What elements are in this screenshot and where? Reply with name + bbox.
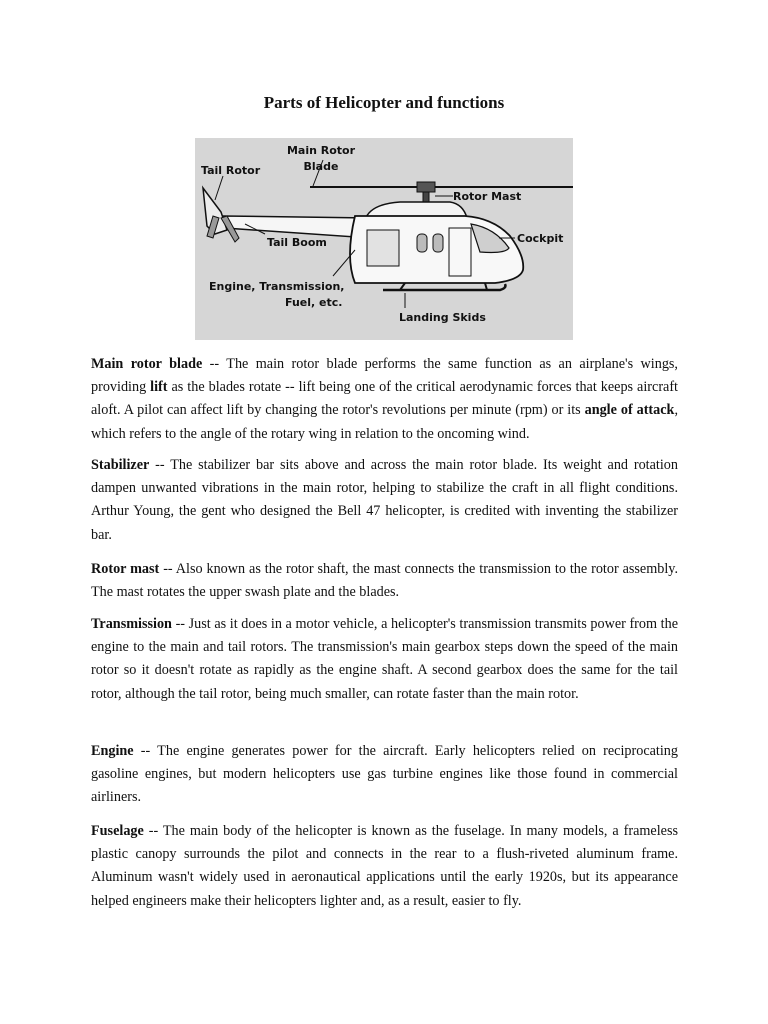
term-main-rotor-blade: Main rotor blade [91, 356, 203, 372]
paragraph-main-rotor-blade [91, 353, 678, 446]
label-main-rotor-2: Blade [303, 160, 339, 173]
label-tail-rotor: Tail Rotor [201, 164, 261, 177]
term-lift: lift [150, 379, 168, 396]
window-2 [433, 234, 443, 252]
term-stabilizer: Stabilizer [91, 457, 150, 473]
engine-grill [367, 230, 399, 266]
paragraph-transmission [91, 613, 678, 706]
page-title: Parts of Helicopter and functions [263, 93, 505, 112]
text-main-rotor-2: as the blades rotate -- lift being one of the critical aerodynamic forces that keeps aircraft aloft. A pilot can affect lift by changing the rotor's revolutions per minute (rpm) or its [91, 379, 679, 419]
paragraph-fuselage [91, 820, 678, 913]
paragraph-engine [91, 740, 678, 810]
tail-boom-shape [223, 216, 370, 238]
term-fuselage: Fuselage [91, 823, 144, 839]
text-stabilizer: -- The stabilizer bar sits above and across the main rotor blade. Its weight and rotation dampen unwanted vibrations in the main rotor, helping to stabilize the craft in all flight conditions. Arthur Young, the gent who designed the Bell 47 helicopter, is credited with inventing the stabilizer bar. [91, 457, 678, 543]
term-transmission: Transmission [91, 616, 172, 632]
term-angle-of-attack: angle of attack [584, 402, 675, 419]
label-engine-1: Engine, Transmission, [209, 280, 345, 293]
text-main-rotor-1: -- The main rotor blade performs the same function as an airplane's wings, providing [91, 356, 678, 396]
label-main-rotor-1: Main Rotor [286, 144, 356, 157]
label-cockpit: Cockpit [517, 232, 564, 245]
text-main-rotor-3: , which refers to the angle of the rotary wing in relation to the oncoming wind. [91, 402, 678, 442]
term-engine: Engine [91, 743, 134, 759]
label-landing-skids: Landing Skids [399, 311, 486, 324]
helicopter-diagram [195, 138, 573, 340]
label-tail-boom: Tail Boom [267, 236, 327, 249]
label-engine-2: Fuel, etc. [285, 296, 343, 309]
text-fuselage: -- The main body of the helicopter is known as the fuselage. In many models, a frameless plastic canopy surrounds the pilot and connects in the rear to a flush-riveted aluminum frame. Aluminum wasn't widely used in aeronautical applications until the early 1920s, but its appearance helped engineers make their helicopters lighter and, as a result, easier to fly. [91, 823, 678, 909]
rotor-hub [417, 182, 435, 192]
text-transmission: -- Just as it does in a motor vehicle, a helicopter's transmission transmits power from the engine to the main and tail rotors. The transmission's main gearbox steps down the speed of the main rotor so it doesn't rotate as rapidly as the engine shaft. A second gearbox does the same for the tail rotor, although the tail rotor, being much smaller, can rotate faster than the main rotor. [91, 616, 678, 702]
helicopter-illustration [195, 138, 573, 340]
term-rotor-mast: Rotor mast [91, 561, 160, 577]
text-engine: -- The engine generates power for the aircraft. Early helicopters relied on reciprocating gasoline engines, but modern helicopters use gas turbine engines like those found in commercial airliners. [91, 743, 678, 806]
text-rotor-mast: -- Also known as the rotor shaft, the mast connects the transmission to the rotor assembly. The mast rotates the upper swash plate and the blades. [91, 561, 679, 601]
label-rotor-mast: Rotor Mast [453, 190, 522, 203]
pointer-tail-rotor [215, 176, 223, 200]
paragraph-stabilizer [91, 454, 678, 547]
window-1 [417, 234, 427, 252]
paragraph-rotor-mast [91, 558, 678, 604]
